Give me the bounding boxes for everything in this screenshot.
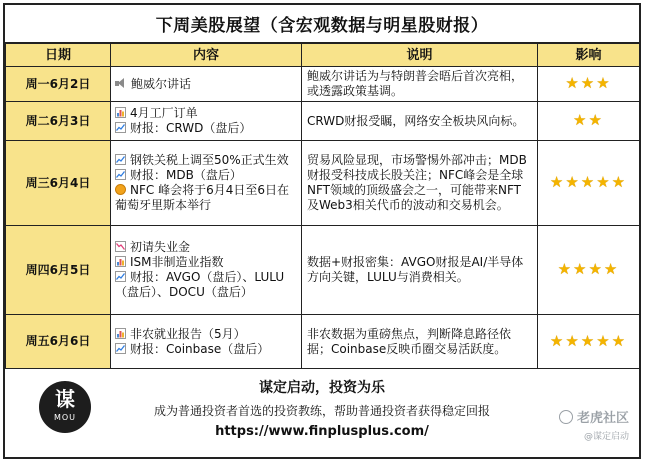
speaker-icon: [115, 78, 127, 89]
row-description: 数据+财报密集：AVGO财报是AI/半导体方向关键，LULU与消费相关。: [302, 226, 538, 315]
bar-chart-icon: [115, 328, 126, 339]
content-item: [115, 106, 297, 121]
content-item-text: 财报：CRWD（盘后）: [130, 121, 252, 135]
content-item: [115, 270, 297, 300]
table-row: [6, 226, 640, 315]
mission-statement: 成为普通投资者首选的投资教练，帮助普通投资者获得稳定回报: [153, 404, 490, 418]
row-content: [111, 226, 302, 315]
star-rating-icon: ★★★★: [557, 260, 620, 278]
line-chart-icon: [115, 343, 126, 354]
star-rating-icon: ★★★★★: [549, 331, 628, 350]
bar-chart-icon: [115, 107, 126, 118]
content-item: [115, 255, 297, 270]
header-impact: 影响: [538, 44, 640, 67]
schedule-table: [5, 43, 640, 369]
row-date: 周五6月6日: [6, 315, 111, 369]
content-item-text: 财报：MDB（盘后）: [130, 168, 242, 182]
line-chart-icon: [115, 122, 126, 133]
table-row: [6, 141, 640, 226]
page-title: 下周美股展望（含宏观数据与明星股财报）: [5, 5, 639, 43]
content-item-text: 财报：Coinbase（盘后）: [130, 341, 270, 356]
content-item-text: 财报：AVGO（盘后）、LULU（盘后）、DOCU（盘后）: [115, 270, 285, 299]
row-date: 周三6月4日: [6, 141, 111, 226]
row-date: 周四6月5日: [6, 226, 111, 315]
website-link[interactable]: https://www.finplusplus.com/: [215, 424, 429, 439]
row-date: 周二6月3日: [6, 102, 111, 141]
page-frame: [3, 3, 641, 459]
line-chart-icon: [115, 154, 126, 165]
watermark: [559, 407, 629, 442]
row-date: 周一6月2日: [6, 67, 111, 102]
line-chart-icon: [115, 271, 126, 282]
table-row: [6, 67, 640, 102]
star-rating-icon: ★★★★★: [549, 173, 628, 191]
content-item-text: 初请失业金: [130, 240, 191, 254]
content-item: [115, 168, 297, 183]
watermark-text: 老虎社区: [576, 411, 629, 426]
line-chart-icon: [115, 169, 126, 180]
row-description: 贸易风险显现，市场警惕外部冲击；MDB财报受科技成长股关注；NFC峰会是全球NFT领域的顶级盛会之一，可能带来NFT及Web3相关代币的波动和交易机会。: [302, 141, 538, 226]
content-item: [115, 77, 297, 92]
content-item: [115, 121, 297, 136]
footer: [5, 369, 639, 447]
watermark-handle: @谋定启动: [583, 432, 629, 442]
row-content: [111, 141, 302, 226]
logo-text: MOU: [53, 413, 77, 422]
content-item-text: ISM非制造业指数: [130, 255, 224, 269]
content-item-text: 钢铁关税上调至50%正式生效: [130, 153, 289, 167]
slogan: 谋定启动，投资为乐: [259, 380, 385, 396]
row-description: 非农数据为重磅焦点，判断降息路径依据；Coinbase反映币圈交易活跃度。: [302, 315, 538, 369]
star-rating-icon: ★★★: [565, 74, 612, 92]
coin-icon: [115, 184, 126, 195]
header-desc: 说明: [302, 44, 538, 67]
header-date: 日期: [6, 44, 111, 67]
content-item: [115, 153, 297, 168]
row-impact: [538, 67, 640, 102]
table-row: [6, 315, 640, 369]
row-impact: [538, 315, 640, 369]
down-chart-icon: [115, 241, 126, 252]
content-item-text: 鲍威尔讲话: [131, 76, 192, 91]
row-content: [111, 67, 302, 102]
row-description: CRWD财报受瞩，网络安全板块风向标。: [302, 102, 538, 141]
content-item: [115, 342, 297, 357]
content-item: [115, 183, 297, 213]
header-content: 内容: [111, 44, 302, 67]
star-rating-icon: ★★: [573, 111, 604, 129]
content-item: [115, 240, 297, 255]
content-item: [115, 327, 297, 342]
logo-character: 谋: [55, 387, 75, 411]
row-description: 鲍威尔讲话为与特朗普会晤后首次亮相，或透露政策基调。: [302, 67, 538, 102]
row-impact: [538, 226, 640, 315]
row-content: [111, 315, 302, 369]
bar-chart-icon: [115, 256, 126, 267]
tiger-icon: [559, 410, 573, 424]
content-item-text: 非农就业报告（5月）: [130, 326, 246, 341]
row-impact: [538, 102, 640, 141]
content-item-text: NFC 峰会将于6月4日至6日在葡萄牙里斯本举行: [115, 183, 289, 212]
row-impact: [538, 141, 640, 226]
table-row: [6, 102, 640, 141]
table-header-row: [6, 44, 640, 67]
content-item-text: 4月工厂订单: [130, 106, 198, 120]
row-content: [111, 102, 302, 141]
